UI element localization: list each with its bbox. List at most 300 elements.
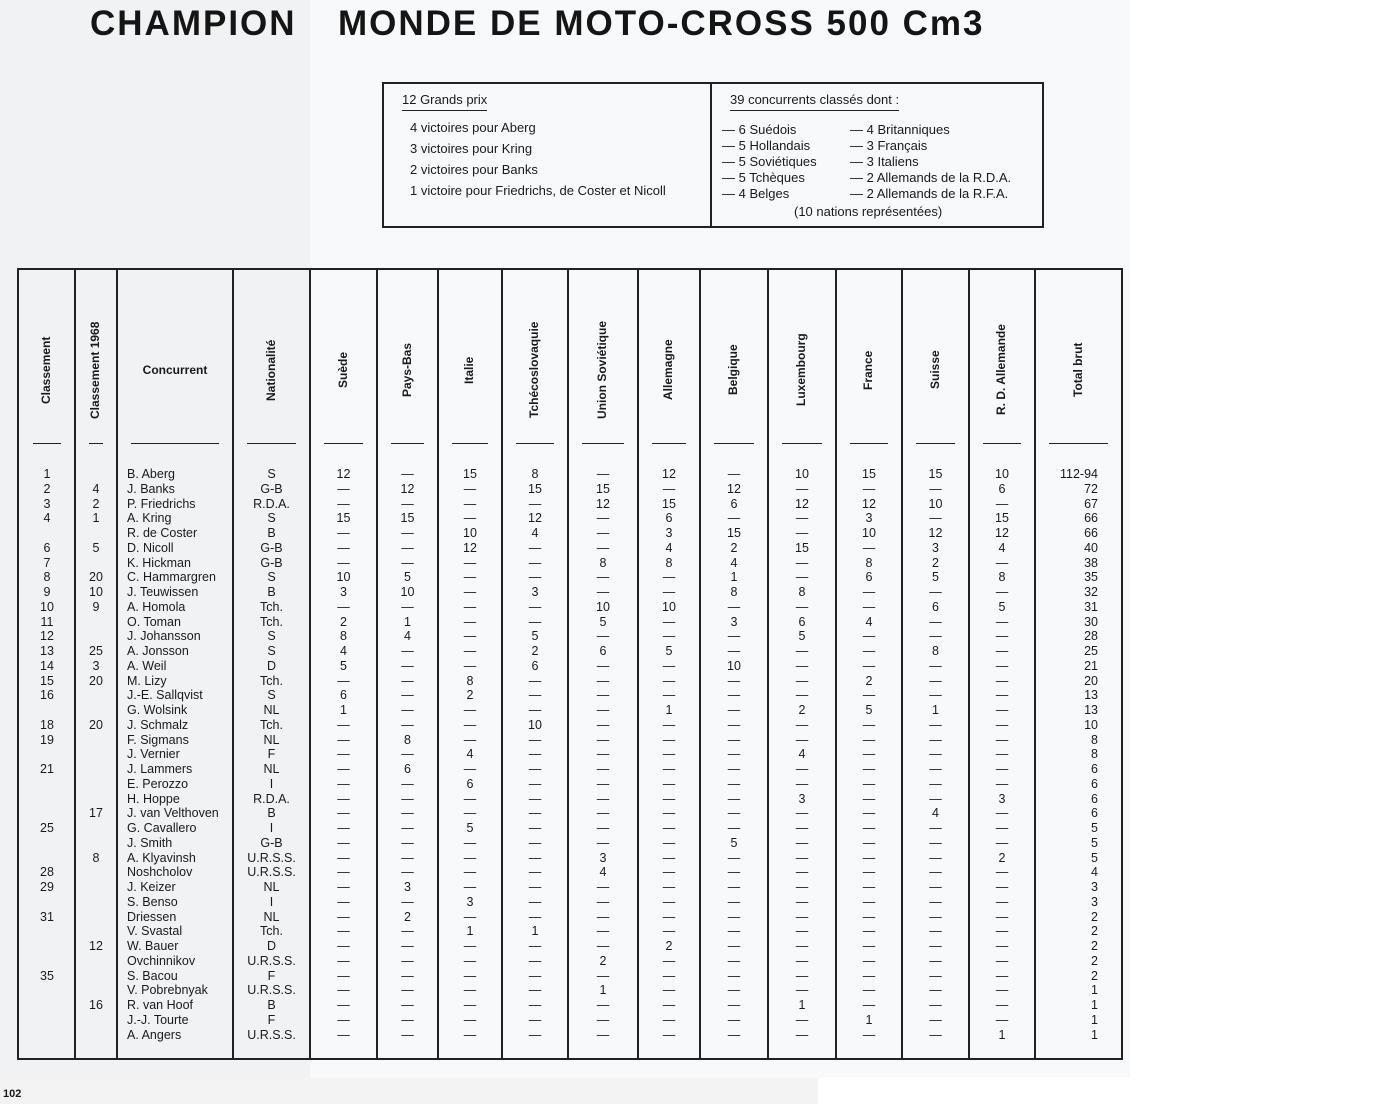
cell-gp-points: — [596, 717, 610, 732]
cell-concurrent: J. Smith [127, 835, 173, 850]
cell-gp-points: — [463, 717, 477, 732]
cell-concurrent: S. Benso [127, 894, 178, 909]
header-underline [516, 443, 554, 444]
cell-concurrent: J. Schmalz [127, 717, 189, 732]
cell-gp-points: 8 [466, 673, 474, 688]
cell-gp-points: 3 [932, 540, 939, 555]
cell-gp-points: — [929, 585, 942, 599]
cell-gp-points: — [401, 968, 414, 983]
cell-gp-points: — [463, 909, 477, 924]
cell-gp-points: 12 [528, 511, 542, 526]
cell-gp-points: 8 [932, 644, 939, 658]
cell-gp-points: — [463, 703, 477, 717]
cell-gp-points: — [727, 703, 741, 717]
cell-gp-points: — [528, 791, 542, 806]
cell-gp-points: — [401, 894, 414, 909]
header-concurrent: Concurrent [142, 363, 208, 377]
cell-gp-points: — [401, 983, 414, 998]
cell-gp-points: — [401, 953, 414, 968]
cell-gp-points: 8 [404, 732, 411, 747]
header-underline [1049, 443, 1108, 444]
cell-concurrent: F. Sigmans [127, 732, 189, 747]
cell-gp-points: 5 [998, 599, 1006, 614]
cell-gp-points: 2 [404, 909, 411, 924]
cell-gp-points: — [596, 467, 610, 481]
cell-concurrent: B. Aberg [127, 467, 175, 481]
cell-gp-points: — [337, 732, 350, 747]
header-classement-1968: Classement 1968 [88, 321, 102, 419]
cell-gp-points: 2 [998, 850, 1006, 865]
cell-gp-points: — [727, 953, 741, 968]
cell-gp-points: 15 [596, 481, 610, 496]
cell-gp-points: — [596, 998, 610, 1012]
nation-count: — 2 Allemands de la R.D.A. [850, 170, 1012, 185]
cell-gp-points: — [463, 570, 477, 585]
cell-concurrent: Ovchinnikov [127, 953, 196, 968]
cell-nationalite: B [267, 526, 276, 540]
cell-gp-points: — [995, 555, 1009, 570]
cell-gp-points: — [862, 983, 876, 998]
cell-gp-points: — [528, 835, 542, 850]
cell-concurrent: S. Bacou [127, 968, 178, 983]
cell-concurrent: A. Jonsson [127, 644, 189, 658]
cell-gp-points: — [995, 939, 1009, 953]
cell-gp-points: 15 [727, 526, 741, 540]
cell-gp-points: 1 [665, 703, 673, 717]
cell-gp-points: — [795, 983, 809, 998]
cell-gp-points: 2 [466, 688, 474, 703]
cell-gp-points: — [995, 909, 1009, 924]
cell-gp-points: — [995, 806, 1009, 821]
cell-gp-points: — [662, 481, 676, 496]
cell-total-brut: 1 [1091, 998, 1098, 1012]
cell-gp-points: — [463, 614, 477, 629]
cell-gp-points: — [995, 703, 1009, 717]
cell-gp-points: — [995, 585, 1009, 599]
cell-gp-points: — [528, 496, 542, 511]
cell-nationalite: R.D.A. [253, 791, 290, 806]
cell-gp-points: 3 [998, 791, 1006, 806]
cell-concurrent: J. van Velthoven [127, 806, 219, 821]
cell-total-brut: 8 [1091, 732, 1098, 747]
cell-gp-points: — [929, 791, 942, 806]
cell-gp-points: — [596, 629, 610, 644]
cell-total-brut: 25 [1084, 644, 1098, 658]
cell-gp-points: — [862, 599, 876, 614]
cell-gp-points: — [463, 953, 477, 968]
cell-classement-1968: 8 [92, 850, 100, 865]
cell-concurrent: K. Hickman [127, 555, 191, 570]
cell-gp-points: 10 [727, 658, 741, 673]
victory-line: 3 victoires pour Kring [410, 141, 533, 156]
cell-nationalite: NL [263, 909, 280, 924]
cell-gp-points: — [929, 821, 942, 835]
cell-gp-points: — [528, 732, 542, 747]
cell-classement: 16 [40, 688, 54, 703]
cell-gp-points: — [596, 762, 610, 776]
cell-gp-points: — [862, 880, 876, 894]
cell-gp-points: — [862, 865, 876, 880]
page-number: 102 [3, 1088, 22, 1100]
cell-gp-points: 12 [795, 496, 809, 511]
cell-gp-points: — [727, 629, 741, 644]
cell-gp-points: 3 [466, 894, 474, 909]
cell-gp-points: 8 [798, 585, 806, 599]
cell-gp-points: 15 [336, 511, 351, 526]
cell-gp-points: — [596, 791, 610, 806]
cell-gp-points: — [662, 998, 676, 1012]
cell-gp-points: — [401, 644, 414, 658]
cell-gp-points: — [662, 688, 676, 703]
cell-gp-points: 4 [466, 747, 474, 762]
cell-gp-points: — [995, 629, 1009, 644]
cell-classement: 15 [40, 673, 54, 688]
cell-total-brut: 40 [1084, 540, 1098, 555]
cell-gp-points: — [463, 1027, 477, 1042]
cell-nationalite: U.R.S.S. [247, 850, 296, 865]
cell-gp-points: — [337, 939, 350, 953]
cell-gp-points: — [929, 894, 942, 909]
cell-gp-points: — [463, 555, 477, 570]
victory-line: 1 victoire pour Friedrichs, de Coster et Nicoll [410, 183, 666, 198]
cell-concurrent: J. Teuwissen [127, 585, 199, 599]
cell-gp-points: — [337, 791, 350, 806]
header-underline [247, 443, 296, 444]
cell-classement-1968: 9 [92, 599, 100, 614]
cell-gp-points: — [337, 717, 350, 732]
cell-nationalite: NL [263, 703, 280, 717]
cell-gp-points: — [795, 835, 809, 850]
cell-gp-points: — [463, 880, 477, 894]
cell-gp-points: — [596, 835, 610, 850]
cell-gp-points: — [795, 806, 809, 821]
cell-gp-points: — [795, 481, 809, 496]
cell-gp-points: — [463, 850, 477, 865]
cell-total-brut: 20 [1084, 673, 1098, 688]
cell-gp-points: — [862, 953, 876, 968]
cell-gp-points: — [662, 776, 676, 791]
cell-gp-points: — [727, 806, 741, 821]
cell-classement-1968: 20 [89, 717, 103, 732]
cell-gp-points: — [795, 894, 809, 909]
cell-gp-points: 12 [400, 481, 415, 496]
cell-gp-points: 8 [599, 555, 607, 570]
cell-gp-points: — [995, 998, 1009, 1012]
cell-gp-points: — [795, 732, 809, 747]
cell-gp-points: 2 [340, 614, 347, 629]
cell-classement: 21 [40, 762, 54, 776]
cell-nationalite: S [267, 570, 276, 585]
cell-nationalite: Tch. [260, 673, 283, 688]
cell-gp-points: — [862, 481, 876, 496]
cell-gp-points: — [337, 880, 350, 894]
cell-gp-points: — [995, 880, 1009, 894]
cell-gp-points: — [727, 924, 741, 939]
cell-gp-points: — [463, 658, 477, 673]
cell-gp-points: — [929, 732, 942, 747]
cell-gp-points: — [596, 1027, 610, 1042]
cell-gp-points: — [463, 865, 477, 880]
cell-gp-points: — [337, 894, 350, 909]
cell-gp-points: — [596, 1012, 610, 1027]
cell-gp-points: — [337, 953, 350, 968]
cell-classement-1968: 25 [89, 644, 103, 658]
cell-nationalite: B [267, 585, 276, 599]
cell-nationalite: I [269, 821, 274, 835]
cell-total-brut: 2 [1091, 968, 1098, 983]
cell-gp-points: — [662, 953, 676, 968]
summary-divider [710, 84, 712, 226]
cell-gp-points: — [862, 717, 876, 732]
cell-concurrent: J.-J. Tourte [127, 1012, 189, 1027]
cell-gp-points: — [662, 806, 676, 821]
cell-gp-points: 3 [865, 511, 873, 526]
cell-concurrent: W. Bauer [127, 939, 179, 953]
cell-gp-points: — [337, 762, 350, 776]
cell-gp-points: — [662, 821, 676, 835]
cell-gp-points: 5 [599, 614, 607, 629]
header-underline [582, 443, 624, 444]
cell-gp-points: 5 [340, 658, 347, 673]
cell-gp-points: 5 [404, 570, 411, 585]
nation-count: — 4 Belges [722, 186, 790, 201]
cell-gp-points: — [727, 762, 741, 776]
cell-concurrent: A. Angers [127, 1027, 182, 1042]
cell-concurrent: J. Johansson [127, 629, 201, 644]
cell-gp-points: — [528, 894, 542, 909]
cell-gp-points: — [995, 614, 1009, 629]
cell-gp-points: — [995, 983, 1009, 998]
cell-gp-points: 3 [730, 614, 738, 629]
cell-gp-points: — [929, 865, 942, 880]
cell-total-brut: 1 [1091, 983, 1098, 998]
cell-gp-points: 10 [528, 717, 542, 732]
summary-box [382, 82, 1044, 228]
cell-gp-points: — [995, 644, 1009, 658]
cell-total-brut: 6 [1091, 776, 1098, 791]
cell-nationalite: S [267, 629, 276, 644]
cell-nationalite: Tch. [260, 614, 283, 629]
cell-gp-points: 3 [531, 585, 539, 599]
cell-concurrent: E. Perozzo [127, 776, 189, 791]
cell-gp-points: 1 [404, 614, 411, 629]
cell-gp-points: 1 [932, 703, 939, 717]
cell-nationalite: F [267, 747, 276, 762]
cell-gp-points: 6 [665, 511, 673, 526]
cell-gp-points: — [596, 732, 610, 747]
header-underline [452, 443, 488, 444]
cell-nationalite: Tch. [260, 717, 283, 732]
header-underline [33, 443, 61, 444]
cell-gp-points: — [795, 555, 809, 570]
cell-gp-points: — [995, 953, 1009, 968]
cell-gp-points: 10 [862, 526, 876, 540]
cell-gp-points: — [662, 835, 676, 850]
cell-gp-points: — [995, 658, 1009, 673]
cell-gp-points: — [463, 791, 477, 806]
cell-nationalite: NL [263, 762, 280, 776]
cell-gp-points: 12 [596, 496, 610, 511]
cell-gp-points: — [862, 806, 876, 821]
cell-gp-points: — [662, 1012, 676, 1027]
cell-gp-points: — [795, 850, 809, 865]
cell-concurrent: J. Keizer [127, 880, 176, 894]
cell-gp-points: — [528, 850, 542, 865]
cell-gp-points: — [401, 791, 414, 806]
cell-total-brut: 28 [1084, 629, 1098, 644]
cell-gp-points: 4 [998, 540, 1006, 555]
cell-gp-points: — [463, 968, 477, 983]
cell-gp-points: — [929, 481, 942, 496]
nation-count: — 4 Britanniques [850, 122, 950, 137]
cell-nationalite: R.D.A. [253, 496, 290, 511]
cell-concurrent: R. de Coster [127, 526, 198, 540]
cell-concurrent: A. Kring [127, 511, 172, 526]
header-underline [782, 443, 822, 444]
cell-gp-points: — [528, 1027, 542, 1042]
cell-gp-points: 10 [596, 599, 610, 614]
cell-gp-points: — [727, 1012, 741, 1027]
cell-classement: 7 [43, 555, 51, 570]
cell-gp-points: — [596, 511, 610, 526]
cell-gp-points: — [795, 939, 809, 953]
cell-gp-points: — [596, 570, 610, 585]
cell-classement: 12 [40, 629, 54, 644]
cell-gp-points: — [662, 865, 676, 880]
cell-classement-1968: 4 [92, 481, 100, 496]
cell-gp-points: — [401, 747, 414, 762]
cell-gp-points: — [662, 850, 676, 865]
cell-gp-points: 6 [998, 481, 1006, 496]
cell-total-brut: 13 [1084, 688, 1098, 703]
cell-gp-points: 4 [531, 526, 539, 540]
cell-gp-points: — [337, 821, 350, 835]
cell-classement: 18 [40, 717, 54, 732]
cell-gp-points: — [401, 496, 414, 511]
cell-classement: 13 [40, 644, 54, 658]
cell-gp-points: 15 [400, 511, 415, 526]
header-underline [324, 443, 363, 444]
cell-gp-points: — [795, 924, 809, 939]
cell-gp-points: — [596, 894, 610, 909]
cell-gp-points: 6 [932, 599, 939, 614]
nation-count: — 3 Italiens [850, 154, 919, 169]
cell-nationalite: U.R.S.S. [247, 865, 296, 880]
cell-total-brut: 5 [1091, 835, 1098, 850]
cell-gp-points: — [929, 747, 942, 762]
cell-gp-points: 10 [336, 570, 351, 585]
cell-gp-points: — [401, 526, 414, 540]
cell-gp-points: — [995, 821, 1009, 835]
cell-total-brut: 35 [1084, 570, 1098, 585]
cell-gp-points: — [929, 880, 942, 894]
cell-gp-points: — [662, 968, 676, 983]
cell-gp-points: 1 [531, 924, 539, 939]
cell-gp-points: — [727, 998, 741, 1012]
cell-gp-points: 2 [932, 555, 939, 570]
cell-gp-points: — [795, 762, 809, 776]
cell-gp-points: — [862, 968, 876, 983]
cell-gp-points: — [929, 983, 942, 998]
cell-gp-points: — [596, 540, 610, 555]
cell-gp-points: — [528, 599, 542, 614]
cell-gp-points: — [929, 968, 942, 983]
cell-gp-points: — [727, 673, 741, 688]
cell-gp-points: — [862, 939, 876, 953]
cell-gp-points: 5 [531, 629, 539, 644]
cell-nationalite: Tch. [260, 599, 283, 614]
cell-gp-points: — [463, 806, 477, 821]
cell-concurrent: V. Pobrebnyak [127, 983, 208, 998]
cell-total-brut: 5 [1091, 821, 1098, 835]
cell-total-brut: 3 [1091, 880, 1098, 894]
cell-gp-points: 10 [463, 526, 477, 540]
cell-concurrent: A. Homola [127, 599, 186, 614]
cell-gp-points: — [528, 1012, 542, 1027]
cell-gp-points: — [727, 644, 741, 658]
cell-gp-points: — [337, 835, 350, 850]
cell-gp-points: 2 [798, 703, 806, 717]
cell-gp-points: — [995, 673, 1009, 688]
cell-gp-points: — [596, 909, 610, 924]
cell-gp-points: — [727, 511, 741, 526]
cell-classement-1968: 20 [89, 570, 103, 585]
cell-nationalite: S [267, 467, 276, 481]
cell-gp-points: — [596, 939, 610, 953]
cell-gp-points: — [337, 983, 350, 998]
cell-gp-points: — [463, 762, 477, 776]
cell-gp-points: — [795, 658, 809, 673]
cell-gp-points: — [662, 909, 676, 924]
cell-gp-points: — [995, 688, 1009, 703]
header-underline [652, 443, 686, 444]
cell-total-brut: 66 [1084, 511, 1098, 526]
cell-gp-points: — [337, 865, 350, 880]
cell-gp-points: — [727, 1027, 741, 1042]
cell-gp-points: — [929, 953, 942, 968]
cell-concurrent: A. Weil [127, 658, 167, 673]
grands-prix-header: 12 Grands prix [402, 92, 487, 111]
cell-total-brut: 72 [1084, 481, 1098, 496]
page-title-left: CHAMPION [90, 4, 297, 43]
cell-total-brut: 38 [1084, 555, 1098, 570]
cell-gp-points: — [528, 968, 542, 983]
cell-gp-points: 6 [404, 762, 411, 776]
header-nationalite: Nationalité [263, 339, 278, 401]
cell-concurrent: A. Klyavinsh [127, 850, 196, 865]
cell-gp-points: — [995, 717, 1009, 732]
cell-concurrent: G. Wolsink [127, 703, 188, 717]
cell-nationalite: U.R.S.S. [247, 983, 296, 998]
cell-concurrent: J. Lammers [127, 762, 193, 776]
cell-nationalite: G-B [260, 540, 283, 555]
cell-gp-points: 10 [928, 496, 943, 511]
cell-gp-points: — [662, 983, 676, 998]
cell-gp-points: — [337, 599, 350, 614]
cell-gp-points: — [337, 555, 350, 570]
cell-gp-points: — [995, 732, 1009, 747]
cell-gp-points: — [463, 585, 477, 599]
cell-gp-points: — [795, 1012, 809, 1027]
cell-concurrent: Noshcholov [127, 865, 193, 880]
cell-total-brut: 6 [1091, 762, 1098, 776]
cell-gp-points: — [862, 688, 876, 703]
cell-gp-points: — [795, 1027, 809, 1042]
cell-total-brut: 1 [1091, 1027, 1098, 1042]
cell-gp-points: 1 [730, 570, 738, 585]
header-underline [983, 443, 1021, 444]
victory-line: 4 victoires pour Aberg [410, 120, 536, 135]
